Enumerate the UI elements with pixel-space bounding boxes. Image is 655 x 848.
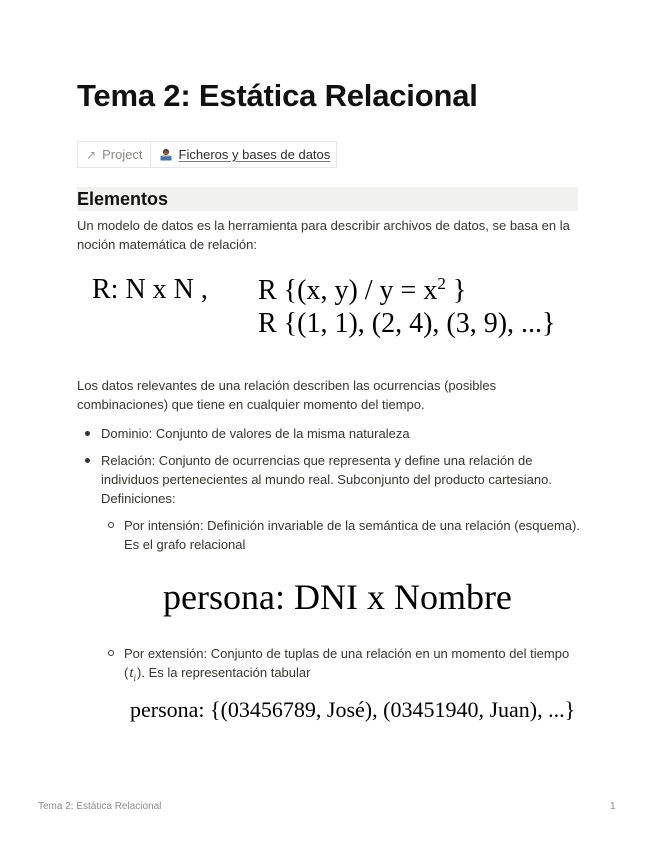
relation-definition-formula: R: N x N , bbox=[92, 274, 208, 305]
section-heading: Elementos bbox=[77, 187, 578, 211]
list-item bbox=[77, 424, 587, 443]
property-key-label: Project bbox=[102, 147, 143, 162]
footer-title: Tema 2: Estática Relacional bbox=[38, 801, 162, 812]
bullet-dot bbox=[85, 458, 90, 463]
bullet-list bbox=[77, 424, 587, 443]
page-title: Tema 2: Estática Relacional bbox=[77, 78, 478, 113]
relation-extension-formula: R {(1, 1), (2, 4), (3, 9), ...} bbox=[258, 308, 556, 339]
bullet-list bbox=[77, 451, 587, 508]
bullet-ring bbox=[108, 650, 114, 656]
data-paragraph: Los datos relevantes de una relación describen las ocurrencias (posibles combinaciones) que tiene en cualquier momento del tiempo. bbox=[77, 378, 497, 412]
person-at-computer-icon bbox=[159, 148, 173, 162]
page-number: 1 bbox=[610, 801, 616, 812]
sub-list-item-text: Por extensión: Conjunto de tuplas de una relación en un momento del tiempo $(t_i)$. Es la representación tabular bbox=[124, 646, 570, 683]
bullet-dot bbox=[85, 431, 90, 436]
bullet-ring bbox=[108, 522, 114, 528]
intro-paragraph: Un modelo de datos es la herramienta para describir archivos de datos, se basa en la noción matemática de relación: bbox=[77, 218, 570, 252]
time-variable: $t_i$ bbox=[129, 665, 137, 683]
sub-list-item bbox=[100, 516, 580, 554]
property-row-project bbox=[77, 141, 337, 168]
sub-bullet-list bbox=[100, 644, 580, 688]
property-value[interactable] bbox=[151, 142, 337, 167]
arrow-up-right-icon: ↗ bbox=[86, 147, 97, 162]
sub-bullet-list bbox=[100, 516, 580, 554]
list-item-text: Dominio: Conjunto de valores de la misma naturaleza bbox=[101, 426, 410, 441]
property-key bbox=[78, 142, 151, 167]
project-link[interactable]: Ficheros y bases de datos bbox=[178, 147, 331, 162]
relation-set-formula: R {(x, $y) / y = x^2$ } bbox=[258, 274, 467, 306]
sub-list-item-text: Por intensión: Definición invariable de la semántica de una relación (esquema). Es el grafo relacional bbox=[124, 518, 580, 552]
list-item-text: Relación: Conjunto de ocurrencias que representa y define una relación de individuos pertenecientes al mundo real. Subconjunto del producto cartesiano. Definiciones: bbox=[101, 453, 552, 506]
list-item bbox=[77, 451, 587, 508]
sub-list-item bbox=[100, 644, 580, 688]
intension-formula: persona: DNI x Nombre bbox=[163, 577, 512, 617]
extension-formula: persona: {(03456789, José), (03451940, Juan), ...} bbox=[130, 697, 576, 722]
